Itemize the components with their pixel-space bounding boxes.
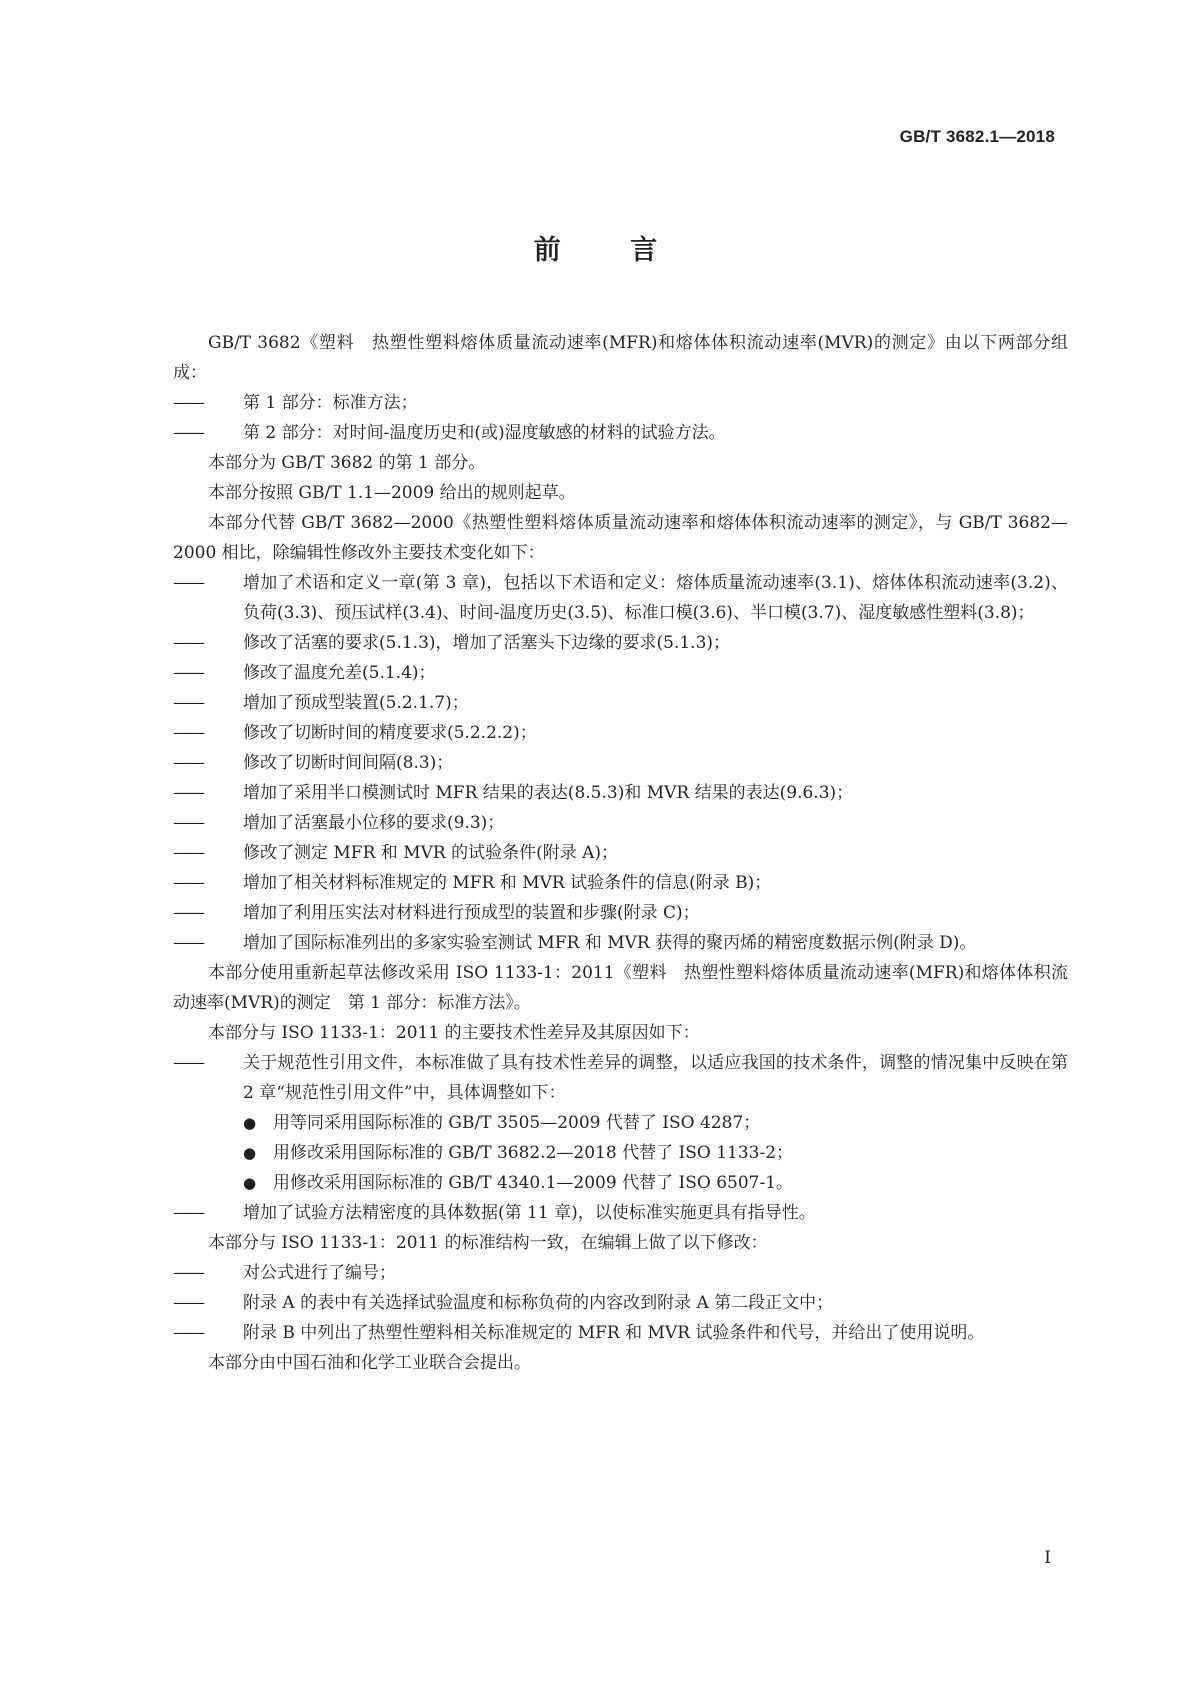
bullet-icon: ● bbox=[243, 1144, 257, 1162]
change-text: 修改了测定 MFR 和 MVR 的试验条件(附录 A)； bbox=[243, 843, 619, 863]
edit-item bbox=[173, 1318, 1068, 1348]
dash-mark: —— bbox=[173, 813, 203, 833]
part-item bbox=[173, 418, 1068, 448]
change-item bbox=[173, 808, 1068, 838]
change-text: 修改了切断时间间隔(8.3)； bbox=[243, 753, 454, 773]
bullet-text: 用修改采用国际标准的 GB/T 3682.2—2018 代替了 ISO 1133-2； bbox=[273, 1143, 794, 1163]
difference-text: 增加了试验方法精密度的具体数据(第 11 章)，以使标准实施更具有指导性。 bbox=[243, 1203, 816, 1223]
change-item bbox=[173, 928, 1068, 958]
dash-mark: —— bbox=[173, 753, 203, 773]
dash-mark: —— bbox=[173, 633, 203, 653]
change-item bbox=[173, 658, 1068, 688]
bullet-icon: ● bbox=[243, 1114, 257, 1132]
dash-mark: —— bbox=[173, 573, 203, 593]
change-text: 增加了相关材料标准规定的 MFR 和 MVR 试验条件的信息(附录 B)； bbox=[243, 873, 772, 893]
differences-paragraph: 本部分与 ISO 1133-1：2011 的主要技术性差异及其原因如下： bbox=[208, 1023, 700, 1043]
edit-text: 附录 A 的表中有关选择试验温度和标称负荷的内容改到附录 A 第二段正文中； bbox=[243, 1293, 834, 1313]
replaces-paragraph: 本部分代替 GB/T 3682—2000《热塑性塑料熔体质量流动速率和熔体体积流动速率的测定》，与 GB/T 3682—2000 相比，除编辑性修改外主要技术变化如下： bbox=[173, 513, 1068, 563]
page-number: I bbox=[1044, 1548, 1051, 1568]
change-text: 增加了预成型装置(5.2.1.7)； bbox=[243, 693, 469, 713]
dash-mark: —— bbox=[173, 693, 203, 713]
dash-mark: —— bbox=[173, 723, 203, 743]
dash-mark: —— bbox=[173, 393, 203, 413]
dash-mark: —— bbox=[173, 1203, 203, 1223]
change-item bbox=[173, 778, 1068, 808]
change-text: 增加了国际标准列出的多家实验室测试 MFR 和 MVR 获得的聚丙烯的精密度数据示例(附录 D)。 bbox=[243, 933, 977, 953]
bullet-text: 用修改采用国际标准的 GB/T 4340.1—2009 代替了 ISO 6507-1。 bbox=[273, 1173, 794, 1193]
dash-mark: —— bbox=[173, 933, 203, 953]
adopts-paragraph: 本部分使用重新起草法修改采用 ISO 1133-1：2011《塑料 热塑性塑料熔体质量流动速率(MFR)和熔体体积流动速率(MVR)的测定 第 1 部分：标准方法》。 bbox=[173, 963, 1068, 1013]
dash-mark: —— bbox=[173, 1053, 203, 1073]
dash-mark: —— bbox=[173, 1263, 203, 1283]
dash-mark: —— bbox=[173, 903, 203, 923]
dash-mark: —— bbox=[173, 843, 203, 863]
part-item bbox=[173, 388, 1068, 418]
change-item bbox=[173, 718, 1068, 748]
intro-paragraph: GB/T 3682《塑料 热塑性塑料熔体质量流动速率(MFR)和熔体体积流动速率(MVR)的测定》由以下两部分组成： bbox=[173, 333, 1068, 383]
bullet-icon: ● bbox=[243, 1174, 257, 1192]
page-title: 前 言 bbox=[533, 235, 688, 266]
change-text: 修改了活塞的要求(5.1.3)，增加了活塞头下边缘的要求(5.1.3)； bbox=[243, 633, 731, 653]
dash-mark: —— bbox=[173, 783, 203, 803]
change-item bbox=[173, 628, 1068, 658]
change-item bbox=[173, 748, 1068, 778]
standard-code: GB/T 3682.1—2018 bbox=[899, 127, 1055, 146]
part-of-paragraph: 本部分为 GB/T 3682 的第 1 部分。 bbox=[208, 453, 486, 473]
dash-mark: —— bbox=[173, 423, 203, 443]
difference-bullet bbox=[173, 1168, 1068, 1198]
change-text: 修改了温度允差(5.1.4)； bbox=[243, 663, 436, 683]
foreword-body bbox=[173, 328, 1068, 1378]
difference-bullet bbox=[173, 1138, 1068, 1168]
difference-text: 关于规范性引用文件，本标准做了具有技术性差异的调整，以适应我国的技术条件，调整的情况集中反映在第 2 章“规范性引用文件”中，具体调整如下： bbox=[243, 1053, 1068, 1103]
bullet-text: 用等同采用国际标准的 GB/T 3505—2009 代替了 ISO 4287； bbox=[273, 1113, 761, 1133]
edit-item bbox=[173, 1258, 1068, 1288]
change-item bbox=[173, 838, 1068, 868]
change-item bbox=[173, 688, 1068, 718]
change-text: 增加了活塞最小位移的要求(9.3)； bbox=[243, 813, 505, 833]
change-text: 增加了采用半口模测试时 MFR 结果的表达(8.5.3)和 MVR 结果的表达(9.6.3)； bbox=[243, 783, 854, 803]
change-text: 修改了切断时间的精度要求(5.2.2.2)； bbox=[243, 723, 537, 743]
drafted-paragraph: 本部分按照 GB/T 1.1—2009 给出的规则起草。 bbox=[208, 483, 576, 503]
proposed-paragraph: 本部分由中国石油和化学工业联合会提出。 bbox=[208, 1353, 531, 1373]
difference-item bbox=[173, 1048, 1068, 1108]
difference-item bbox=[173, 1198, 1068, 1228]
edit-text: 对公式进行了编号； bbox=[243, 1263, 396, 1283]
change-item bbox=[173, 898, 1068, 928]
dash-mark: —— bbox=[173, 1293, 203, 1313]
part-text: 第 2 部分：对时间-温度历史和(或)湿度敏感的材料的试验方法。 bbox=[243, 423, 726, 443]
part-text: 第 1 部分：标准方法； bbox=[243, 393, 418, 413]
dash-mark: —— bbox=[173, 1323, 203, 1343]
difference-bullet bbox=[173, 1108, 1068, 1138]
change-text: 增加了利用压实法对材料进行预成型的装置和步骤(附录 C)； bbox=[243, 903, 700, 923]
structure-paragraph: 本部分与 ISO 1133-1：2011 的标准结构一致，在编辑上做了以下修改： bbox=[208, 1233, 768, 1253]
change-text: 增加了术语和定义一章(第 3 章)，包括以下术语和定义：熔体质量流动速率(3.1)、熔体体积流动速率(3.2)、负荷(3.3)、预压试样(3.4)、时间-温度历史(3.5)、标准口模(3.6)、半口模(3.7)、湿度敏感性塑料(3.8)； bbox=[243, 573, 1068, 623]
change-item bbox=[173, 868, 1068, 898]
edit-item bbox=[173, 1288, 1068, 1318]
dash-mark: —— bbox=[173, 663, 203, 683]
dash-mark: —— bbox=[173, 873, 203, 893]
edit-text: 附录 B 中列出了热塑性塑料相关标准规定的 MFR 和 MVR 试验条件和代号，并给出了使用说明。 bbox=[243, 1323, 985, 1343]
change-item bbox=[173, 568, 1068, 628]
